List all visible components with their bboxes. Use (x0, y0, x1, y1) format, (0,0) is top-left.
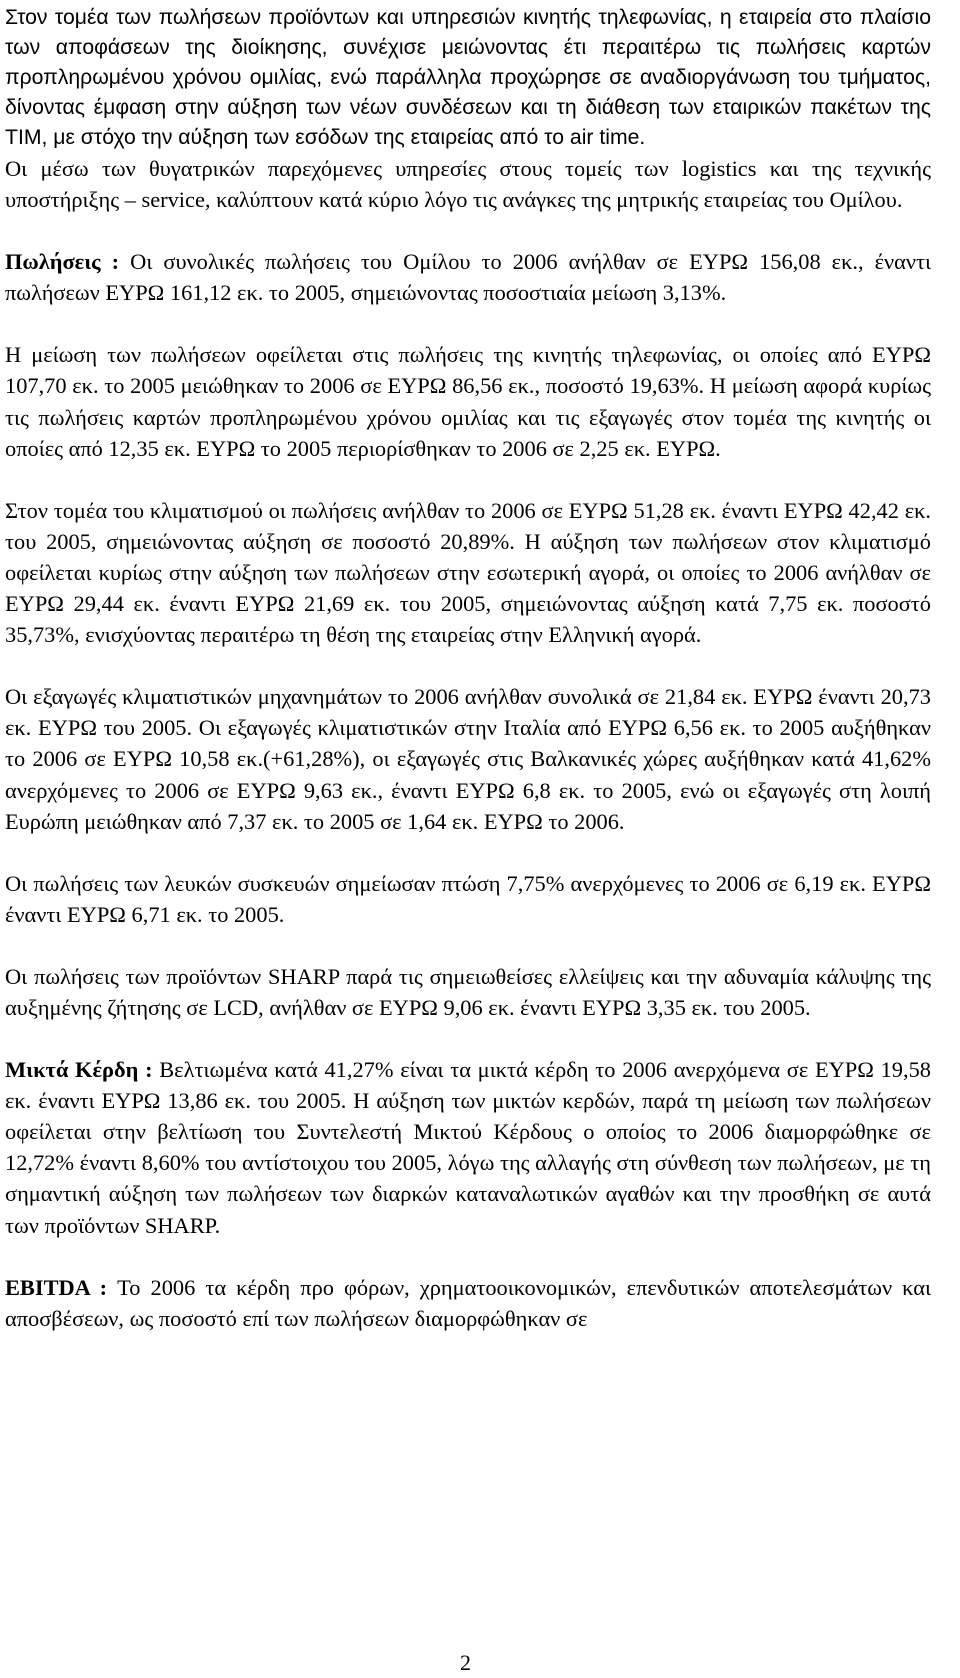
paragraph-sales (5, 246, 931, 308)
paragraph-gross-profit (5, 1054, 931, 1241)
paragraph-subsidiaries: Οι μέσω των θυγατρικών παρεχόμενες υπηρεσίες στους τομείς των logistics και της τεχνικής υποστήριξης – service, καλύπτουν κατά κύριο λόγο τις ανάγκες της μητρικής εταιρείας του Ομίλου. (5, 156, 931, 213)
ebitda-heading: EBITDA : (5, 1274, 108, 1300)
document-page (5, 3, 931, 1334)
paragraph-sharp: Οι πωλήσεις των προϊόντων SHARP παρά τις σημειωθείσες ελλείψεις και την αδυναμία κάλυψης της αυξημένης ζήτησης σε LCD, ανήλθαν σε ΕΥΡΩ 9,06 εκ. έναντι ΕΥΡΩ 3,35 εκ. του 2005. (5, 963, 931, 1020)
paragraph-ebitda (5, 1272, 931, 1334)
sales-heading: Πωλήσεις : (5, 249, 120, 275)
paragraph-exports: Οι εξαγωγές κλιματιστικών μηχανημάτων το 2006 ανήλθαν συνολικά σε 21,84 εκ. ΕΥΡΩ έναντι 20,73 εκ. ΕΥΡΩ του 2005. Οι εξαγωγές κλιματιστικών στην Ιταλία από ΕΥΡΩ 6,56 εκ. το 2005 αυξήθηκαν το 2006 σε ΕΥΡΩ 10,58 εκ.(+61,28%), οι εξαγωγές στις Βαλκανικές χώρες αυξήθηκαν κατά 41,62% ανερχόμενες το 2006 σε ΕΥΡΩ 9,63 εκ., έναντι ΕΥΡΩ 6,8 εκ. το 2005, ενώ οι εξαγωγές στη λοιπή Ευρώπη μειώθηκαν από 7,37 εκ. το 2005 σε 1,64 εκ. ΕΥΡΩ το 2006. (5, 684, 931, 834)
paragraph-white-goods: Οι πωλήσεις των λευκών συσκευών σημείωσαν πτώση 7,75% ανερχόμενες το 2006 σε 6,19 εκ. ΕΥΡΩ έναντι ΕΥΡΩ 6,71 εκ. το 2005. (5, 870, 931, 927)
gross-profit-text: Βελτιωμένα κατά 41,27% είναι τα μικτά κέρδη το 2006 ανερχόμενα σε ΕΥΡΩ 19,58 εκ. έναντι ΕΥΡΩ 13,86 εκ. του 2005. Η αύξηση των μικτών κερδών, παρά τη μείωση των πωλήσεων οφείλεται στην βελτίωση του Συντελεστή Μικτού Κέρδους ο οποίος το 2006 διαμορφώθηκε σε 12,72% έναντι 8,60% του αντίστοιχου του 2005, λόγω της αλλαγής στη σύνθεση των πωλήσεων, με τη σημαντική αύξηση των πωλήσεων των διαρκών καταναλωτικών αγαθών και την προσθήκη σε αυτά των προϊόντων SHARP. (5, 1057, 931, 1238)
paragraph-air-conditioning: Στον τομέα του κλιματισμού οι πωλήσεις ανήλθαν το 2006 σε ΕΥΡΩ 51,28 εκ. έναντι ΕΥΡΩ 42,42 εκ. του 2005, σημειώνοντας αύξηση σε ποσοστό 20,89%. Η αύξηση των πωλήσεων στον κλιματισμό οφείλεται κυρίως στην αύξηση των πωλήσεων στην εσωτερική αγορά, οι οποίες το 2006 ανήλθαν σε ΕΥΡΩ 29,44 εκ. έναντι ΕΥΡΩ 21,69 εκ. του 2005, σημειώνοντας αύξηση κατά 7,75 εκ. ποσοστό 35,73%, ενισχύοντας περαιτέρω τη θέση της εταιρείας στην Ελληνική αγορά. (5, 497, 931, 648)
sales-text: Οι συνολικές πωλήσεις του Ομίλου το 2006 ανήλθαν σε ΕΥΡΩ 156,08 εκ., έναντι πωλήσεων ΕΥΡΩ 161,12 εκ. το 2005, σημειώνοντας ποσοστιαία μείωση 3,13%. (5, 249, 931, 306)
gross-profit-heading: Μικτά Κέρδη : (5, 1057, 153, 1083)
ebitda-text: Το 2006 τα κέρδη προ φόρων, χρηματοοικονομικών, επενδυτικών αποτελεσμάτων και αποσβέσεων, ως ποσοστό επί των πωλήσεων διαμορφώθηκαν σε (5, 1274, 931, 1331)
paragraph-mobile-telephony: Στον τομέα των πωλήσεων προϊόντων και υπηρεσιών κινητής τηλεφωνίας, η εταιρεία στο πλαίσιο των αποφάσεων της διοίκησης, συνέχισε μειώνοντας έτι περαιτέρω τις πωλήσεις καρτών προπληρωμένου χρόνου ομιλίας, ενώ παράλληλα προχώρησε σε αναδιοργάνωση του τμήματος, δίνοντας έμφαση στην αύξηση των νέων συνδέσεων και τη διάθεση των εταιρικών πακέτων της TIM, με στόχο την αύξηση των εσόδων της εταιρείας από το air time. (5, 6, 931, 149)
paragraph-sales-decrease: Η μείωση των πωλήσεων οφείλεται στις πωλήσεις της κινητής τηλεφωνίας, οι οποίες από ΕΥΡΩ 107,70 εκ. το 2005 μειώθηκαν το 2006 σε ΕΥΡΩ 86,56 εκ., ποσοστό 19,63%. Η μείωση αφορά κυρίως τις πωλήσεις καρτών προπληρωμένου χρόνου ομιλίας και τις εξαγωγές στον τομέα της κινητής οι οποίες από 12,35 εκ. ΕΥΡΩ το 2005 περιορίσθηκαν το 2006 σε 2,25 εκ. ΕΥΡΩ. (5, 342, 931, 461)
page-number: 2 (460, 1650, 471, 1675)
